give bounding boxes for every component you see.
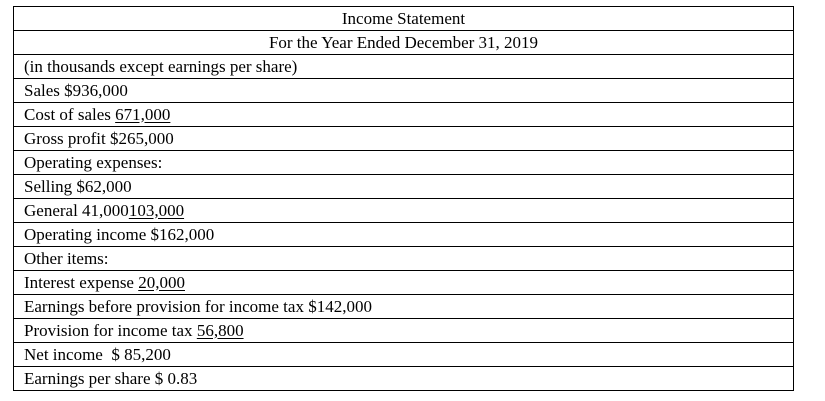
row-cost-of-sales [14, 103, 794, 127]
table-row [14, 199, 794, 223]
table-row [14, 175, 794, 199]
table-row [14, 55, 794, 79]
row-label: Selling $62,000 [24, 176, 132, 196]
row-label: Earnings before provision for income tax $142,000 [24, 296, 372, 316]
row-selling [14, 175, 794, 199]
table-row [14, 271, 794, 295]
row-underlined-amount: 103,000 [128, 200, 185, 220]
table-row [14, 343, 794, 367]
row-label: Provision for income tax [24, 320, 197, 340]
table-row [14, 79, 794, 103]
statement-period: For the Year Ended December 31, 2019 [14, 31, 794, 55]
income-statement-table [13, 6, 794, 391]
table-row [14, 31, 794, 55]
row-label: Other items: [24, 248, 109, 268]
row-earnings-before-tax [14, 295, 794, 319]
table-row [14, 295, 794, 319]
table-row [14, 103, 794, 127]
table-row [14, 7, 794, 31]
row-label: Interest expense [24, 272, 139, 292]
table-row [14, 223, 794, 247]
row-gross-profit [14, 127, 794, 151]
row-operating-expenses [14, 151, 794, 175]
units-note: (in thousands except earnings per share) [14, 55, 794, 79]
row-other-items [14, 247, 794, 271]
row-net-income [14, 343, 794, 367]
row-label: Cost of sales [24, 104, 116, 124]
table-row [14, 151, 794, 175]
row-underlined-amount: 20,000 [138, 272, 185, 292]
row-sales [14, 79, 794, 103]
row-label: Gross profit $265,000 [24, 128, 174, 148]
row-provision-for-tax [14, 319, 794, 343]
row-label: Net income $ 85,200 [24, 344, 171, 364]
row-label: Operating income $162,000 [24, 224, 215, 244]
statement-title: Income Statement [14, 7, 794, 31]
row-label: General 41,000 [24, 200, 129, 220]
row-underlined-amount: 671,000 [115, 104, 171, 124]
row-label: Sales $936,000 [24, 80, 128, 100]
table-row [14, 127, 794, 151]
row-earnings-per-share [14, 367, 794, 391]
row-underlined-amount: 56,800 [196, 320, 244, 340]
row-interest-expense [14, 271, 794, 295]
table-row [14, 247, 794, 271]
table-row [14, 367, 794, 391]
table-row [14, 319, 794, 343]
row-label: Earnings per share $ 0.83 [24, 368, 198, 388]
row-operating-income [14, 223, 794, 247]
row-label: Operating expenses: [24, 152, 163, 172]
row-general [14, 199, 794, 223]
